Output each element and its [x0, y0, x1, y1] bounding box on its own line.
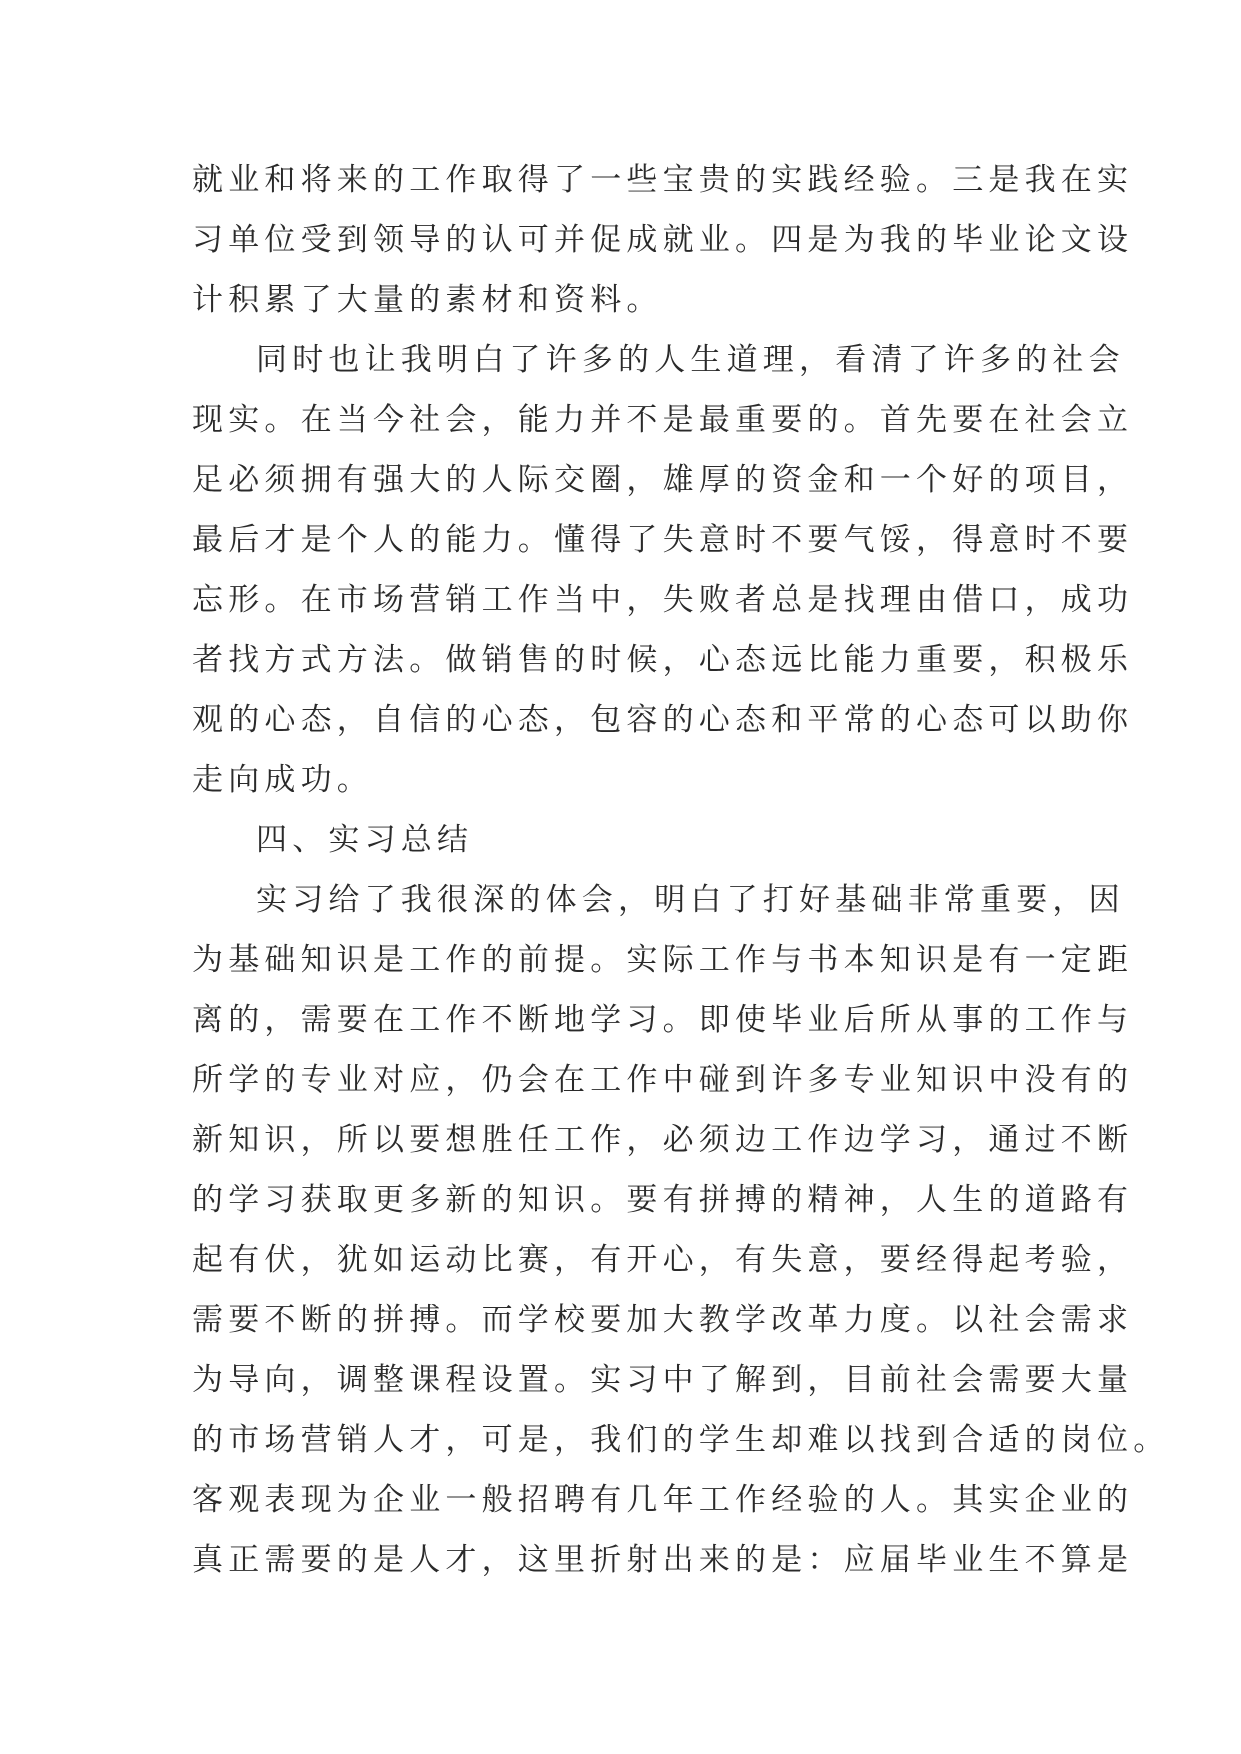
text-line: 的市场营销人才，可是，我们的学生却难以找到合适的岗位。 [192, 1422, 1170, 1458]
text-line: 所学的专业对应，仍会在工作中碰到许多专业知识中没有的 [192, 1062, 1134, 1098]
text-line: 的学习获取更多新的知识。要有拼搏的精神，人生的道路有 [192, 1182, 1134, 1218]
text-line: 现实。在当今社会，能力并不是最重要的。首先要在社会立 [192, 402, 1134, 438]
text-line: 为基础知识是工作的前提。实际工作与书本知识是有一定距 [192, 942, 1134, 978]
text-line: 为导向，调整课程设置。实习中了解到，目前社会需要大量 [192, 1362, 1134, 1398]
text-line: 最后才是个人的能力。懂得了失意时不要气馁，得意时不要 [192, 522, 1134, 558]
paragraph-first-line: 实习给了我很深的体会，明白了打好基础非常重要，因 [256, 882, 1125, 918]
text-line: 真正需要的是人才，这里折射出来的是：应届毕业生不算是 [192, 1542, 1134, 1578]
text-line: 客观表现为企业一般招聘有几年工作经验的人。其实企业的 [192, 1482, 1134, 1518]
text-line: 离的，需要在工作不断地学习。即使毕业后所从事的工作与 [192, 1002, 1134, 1038]
text-line: 忘形。在市场营销工作当中，失败者总是找理由借口，成功 [192, 582, 1134, 618]
document-body [192, 150, 1170, 1590]
text-line: 足必须拥有强大的人际交圈，雄厚的资金和一个好的项目， [192, 462, 1134, 498]
text-line: 者找方式方法。做销售的时候，心态远比能力重要，积极乐 [192, 642, 1134, 678]
text-line: 就业和将来的工作取得了一些宝贵的实践经验。三是我在实 [192, 162, 1134, 198]
text-line: 起有伏，犹如运动比赛，有开心，有失意，要经得起考验， [192, 1242, 1134, 1278]
text-line: 习单位受到领导的认可并促成就业。四是为我的毕业论文设 [192, 222, 1134, 258]
section-heading: 四、实习总结 [256, 822, 474, 858]
text-line: 观的心态，自信的心态，包容的心态和平常的心态可以助你 [192, 702, 1134, 738]
text-line: 计积累了大量的素材和资料。 [192, 282, 663, 318]
text-line: 需要不断的拼搏。而学校要加大教学改革力度。以社会需求 [192, 1302, 1134, 1338]
text-line: 走向成功。 [192, 762, 373, 798]
text-line: 新知识，所以要想胜任工作，必须边工作边学习，通过不断 [192, 1122, 1134, 1158]
paragraph-first-line: 同时也让我明白了许多的人生道理，看清了许多的社会 [256, 342, 1125, 378]
